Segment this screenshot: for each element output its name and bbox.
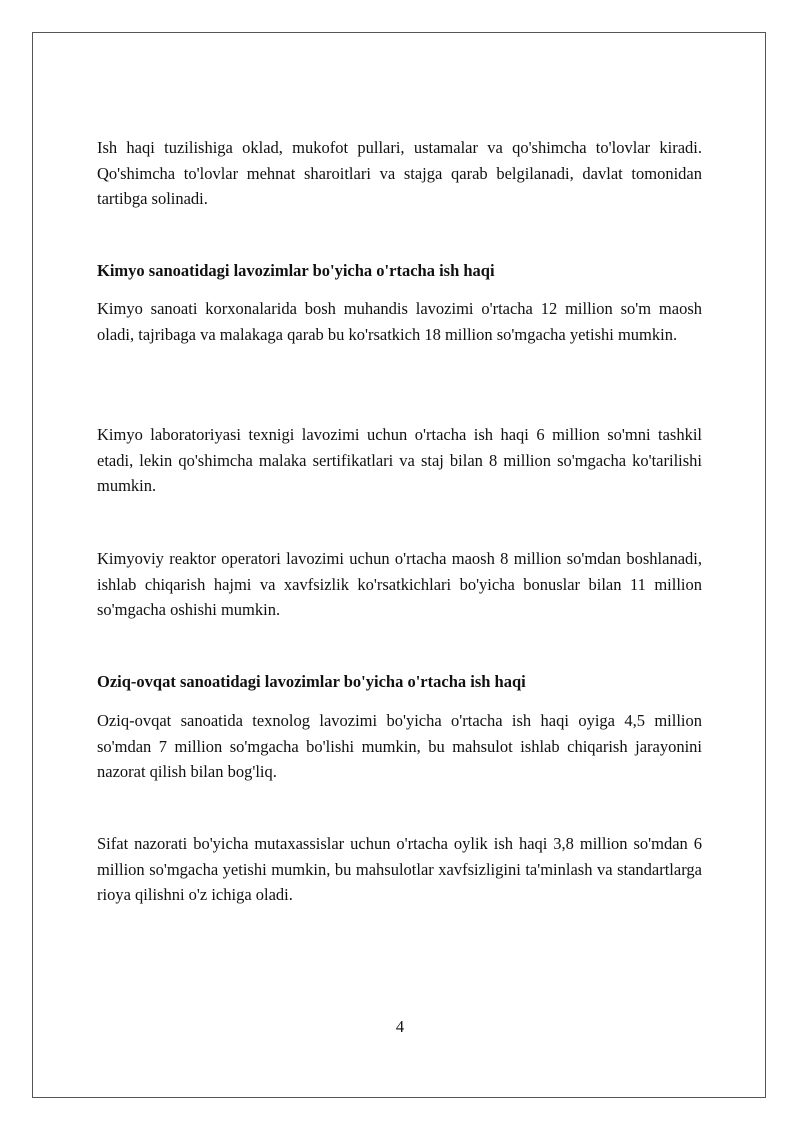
- food-paragraph-technologist: Oziq-ovqat sanoatida texnolog lavozimi bo'yicha o'rtacha ish haqi oyiga 4,5 million so'mdan 7 million so'mgacha bo'lishi mumkin, bu mahsulot ishlab chiqarish jarayonini nazorat qilish bilan bog'liq.: [97, 711, 702, 781]
- intro-paragraph: Ish haqi tuzilishiga oklad, mukofot pullari, ustamalar va qo'shimcha to'lovlar kiradi. Qo'shimcha to'lovlar mehnat sharoitlari va stajga qarab belgilanadi, davlat tomonidan tartibga solinadi.: [97, 138, 702, 208]
- page-number: 4: [395, 1017, 405, 1036]
- chemistry-section-heading: Kimyo sanoatidagi lavozimlar bo'yicha o'rtacha ish haqi: [97, 261, 495, 280]
- food-paragraph-quality-control: Sifat nazorati bo'yicha mutaxassislar uchun o'rtacha oylik ish haqi 3,8 million so'mdan 6 million so'mgacha yetishi mumkin, bu mahsulotlar xavfsizligini ta'minlash va standartlarga rioya qilishni o'z ichiga oladi.: [97, 834, 702, 904]
- chemistry-paragraph-reactor-operator: Kimyoviy reaktor operatori lavozimi uchun o'rtacha maosh 8 million so'mdan boshlanadi, ishlab chiqarish hajmi va xavfsizlik ko'rsatkichlari bo'yicha bonuslar bilan 11 million so'mgacha oshishi mumkin.: [97, 549, 702, 619]
- chemistry-paragraph-lab-technician: Kimyo laboratoriyasi texnigi lavozimi uchun o'rtacha ish haqi 6 million so'mni tashkil etadi, lekin qo'shimcha malaka sertifikatlari va staj bilan 8 million so'mgacha ko'tarilishi mumkin.: [97, 425, 702, 495]
- food-section-heading: Oziq-ovqat sanoatidagi lavozimlar bo'yicha o'rtacha ish haqi: [97, 672, 526, 691]
- chemistry-paragraph-chief-engineer: Kimyo sanoati korxonalarida bosh muhandis lavozimi o'rtacha 12 million so'm maosh oladi, tajribaga va malakaga qarab bu ko'rsatkich 18 million so'mgacha yetishi mumkin.: [97, 299, 702, 344]
